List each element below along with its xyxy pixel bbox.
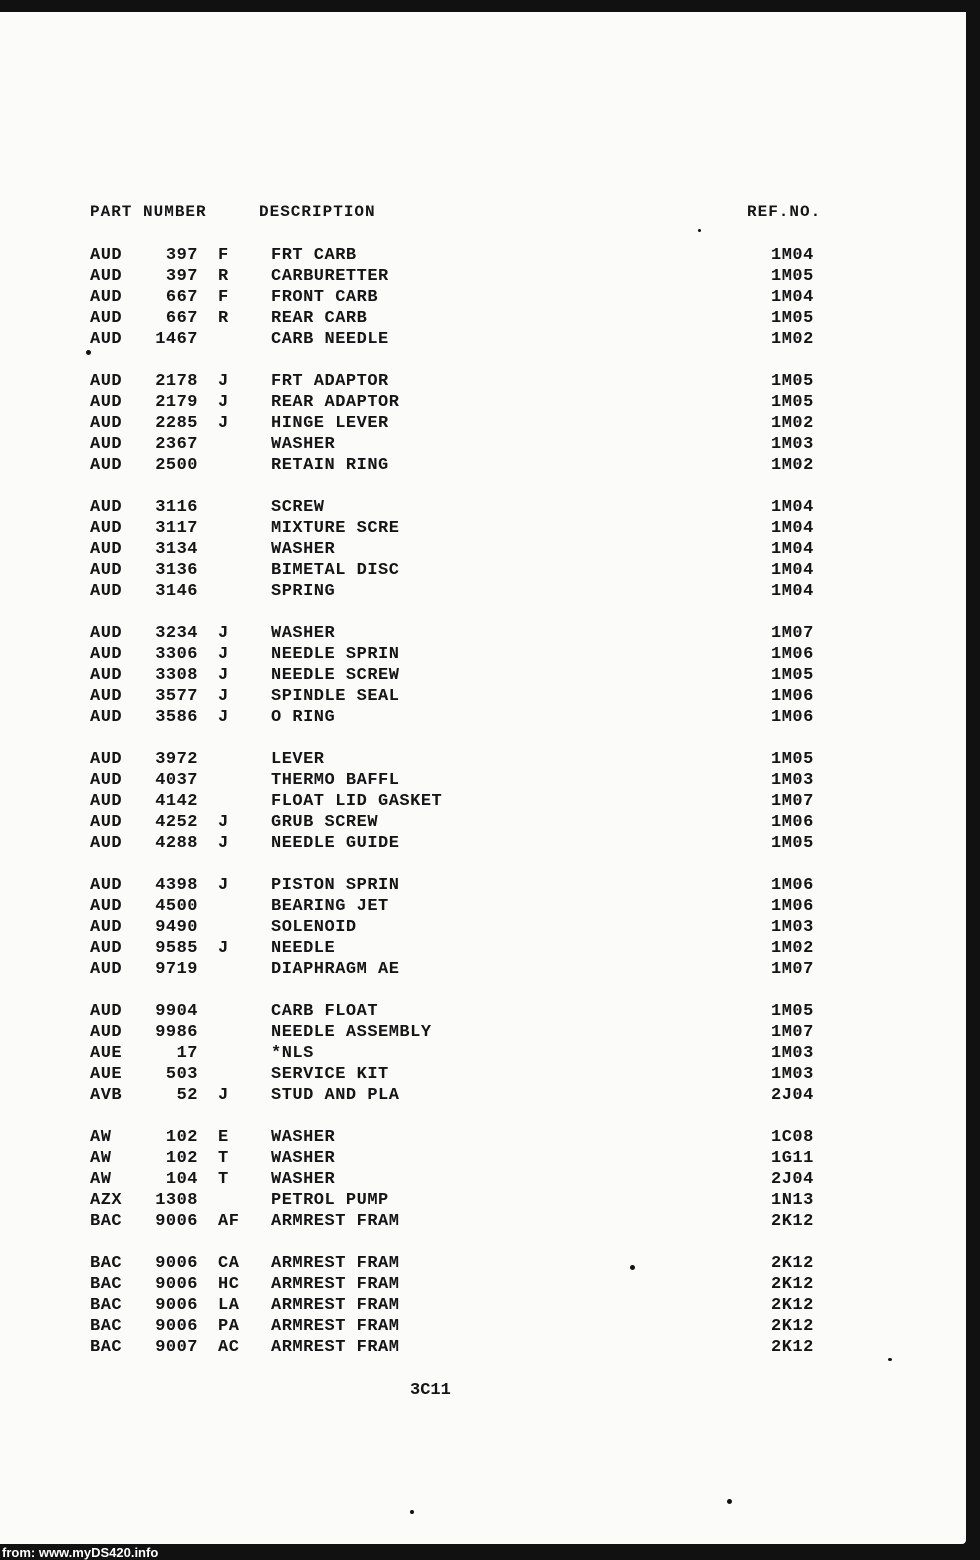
part-number: 3586 (155, 708, 198, 727)
scan-speck (698, 229, 701, 232)
part-row (0, 246, 966, 267)
part-row (0, 1317, 966, 1338)
ref-number: 1M04 (771, 288, 814, 307)
source-footer: from: www.myDS420.info (2, 1545, 159, 1560)
part-row (0, 330, 966, 351)
part-number: 102 (165, 1128, 198, 1147)
part-suffix: J (218, 645, 229, 664)
part-number: 9006 (155, 1254, 198, 1273)
part-row (0, 372, 966, 393)
part-row (0, 1065, 966, 1086)
part-number: 2500 (155, 456, 198, 475)
ref-number: 1M06 (771, 645, 814, 664)
part-row (0, 960, 966, 981)
part-row (0, 645, 966, 666)
ref-number: 1M05 (771, 372, 814, 391)
part-row (0, 1296, 966, 1317)
part-row (0, 561, 966, 582)
part-prefix: AUD (90, 561, 123, 580)
part-prefix: BAC (90, 1254, 123, 1273)
part-prefix: BAC (90, 1212, 123, 1231)
part-description: FRONT CARB (271, 288, 379, 307)
part-number: 9490 (155, 918, 198, 937)
part-row (0, 498, 966, 519)
part-number: 52 (176, 1086, 198, 1105)
part-description: SOLENOID (271, 918, 357, 937)
part-row (0, 288, 966, 309)
part-number: 4398 (155, 876, 198, 895)
part-prefix: AUD (90, 288, 123, 307)
part-prefix: AUD (90, 309, 123, 328)
part-suffix: AF (218, 1212, 240, 1231)
part-prefix: AUD (90, 498, 123, 517)
part-number: 9986 (155, 1023, 198, 1042)
ref-number: 2K12 (771, 1275, 814, 1294)
part-prefix: AUD (90, 666, 123, 685)
part-prefix: AUD (90, 771, 123, 790)
part-number: 9585 (155, 939, 198, 958)
part-prefix: AUD (90, 624, 123, 643)
part-row (0, 267, 966, 288)
part-suffix: J (218, 708, 229, 727)
part-suffix: J (218, 687, 229, 706)
part-row (0, 1044, 966, 1065)
part-row (0, 393, 966, 414)
part-prefix: AUD (90, 393, 123, 412)
part-prefix: AUD (90, 330, 123, 349)
scan-speck (630, 1265, 635, 1270)
part-row (0, 456, 966, 477)
part-description: WASHER (271, 435, 336, 454)
ref-number: 1M03 (771, 918, 814, 937)
part-prefix: AUD (90, 918, 123, 937)
part-description: SPRING (271, 582, 336, 601)
ref-number: 1M03 (771, 1065, 814, 1084)
part-prefix: AUD (90, 267, 123, 286)
ref-number: 1M04 (771, 582, 814, 601)
part-suffix: J (218, 939, 229, 958)
part-description: ARMREST FRAM (271, 1275, 400, 1294)
part-row (0, 1191, 966, 1212)
header-description: DESCRIPTION (259, 203, 376, 221)
part-prefix: AUD (90, 435, 123, 454)
part-suffix: F (218, 246, 229, 265)
ref-number: 1M07 (771, 960, 814, 979)
ref-number: 1M04 (771, 246, 814, 265)
part-number: 9006 (155, 1317, 198, 1336)
part-description: FRT ADAPTOR (271, 372, 389, 391)
ref-number: 1M03 (771, 435, 814, 454)
part-row (0, 687, 966, 708)
part-number: 667 (165, 309, 198, 328)
ref-number: 1M05 (771, 750, 814, 769)
part-number: 2179 (155, 393, 198, 412)
part-suffix: T (218, 1149, 229, 1168)
part-description: O RING (271, 708, 336, 727)
part-description: LEVER (271, 750, 325, 769)
part-description: *NLS (271, 1044, 314, 1063)
part-row (0, 771, 966, 792)
part-row (0, 435, 966, 456)
part-prefix: AUD (90, 792, 123, 811)
ref-number: 1M07 (771, 792, 814, 811)
ref-number: 1M06 (771, 708, 814, 727)
ref-number: 1M05 (771, 267, 814, 286)
scan-speck (86, 350, 91, 355)
part-number: 3146 (155, 582, 198, 601)
part-row (0, 1254, 966, 1275)
part-prefix: AW (90, 1149, 112, 1168)
part-suffix: CA (218, 1254, 240, 1273)
part-row (0, 1338, 966, 1359)
ref-number: 1M05 (771, 834, 814, 853)
part-number: 17 (176, 1044, 198, 1063)
part-prefix: AUD (90, 246, 123, 265)
part-suffix: J (218, 624, 229, 643)
ref-number: 1G11 (771, 1149, 814, 1168)
part-description: REAR CARB (271, 309, 368, 328)
ref-number: 1M06 (771, 876, 814, 895)
part-description: BEARING JET (271, 897, 389, 916)
part-prefix: AUD (90, 1023, 123, 1042)
part-number: 9006 (155, 1296, 198, 1315)
ref-number: 1M02 (771, 456, 814, 475)
part-number: 397 (165, 246, 198, 265)
part-description: THERMO BAFFL (271, 771, 400, 790)
ref-number: 2K12 (771, 1338, 814, 1357)
part-description: RETAIN RING (271, 456, 389, 475)
part-prefix: AUD (90, 834, 123, 853)
part-number: 4252 (155, 813, 198, 832)
part-row (0, 519, 966, 540)
header-ref-no: REF.NO. (747, 203, 822, 221)
part-suffix: R (218, 309, 229, 328)
part-description: SERVICE KIT (271, 1065, 389, 1084)
ref-number: 1M05 (771, 666, 814, 685)
part-description: CARB FLOAT (271, 1002, 379, 1021)
page-number: 3C11 (410, 1381, 451, 1400)
ref-number: 1C08 (771, 1128, 814, 1147)
part-description: BIMETAL DISC (271, 561, 400, 580)
part-suffix: E (218, 1128, 229, 1147)
part-prefix: AUD (90, 939, 123, 958)
ref-number: 1M02 (771, 330, 814, 349)
part-description: SPINDLE SEAL (271, 687, 400, 706)
part-number: 2285 (155, 414, 198, 433)
part-suffix: T (218, 1170, 229, 1189)
part-prefix: AUD (90, 645, 123, 664)
part-number: 4142 (155, 792, 198, 811)
part-prefix: AUD (90, 897, 123, 916)
part-prefix: BAC (90, 1317, 123, 1336)
part-prefix: AUD (90, 1002, 123, 1021)
ref-number: 1M07 (771, 624, 814, 643)
part-description: WASHER (271, 1128, 336, 1147)
part-description: MIXTURE SCRE (271, 519, 400, 538)
part-prefix: AW (90, 1128, 112, 1147)
part-number: 9006 (155, 1212, 198, 1231)
part-description: PISTON SPRIN (271, 876, 400, 895)
part-prefix: AUD (90, 414, 123, 433)
part-suffix: J (218, 393, 229, 412)
part-description: WASHER (271, 1149, 336, 1168)
part-row (0, 1086, 966, 1107)
part-suffix: J (218, 414, 229, 433)
part-number: 503 (165, 1065, 198, 1084)
part-row (0, 666, 966, 687)
part-prefix: AVB (90, 1086, 123, 1105)
ref-number: 1M06 (771, 897, 814, 916)
part-number: 2178 (155, 372, 198, 391)
part-prefix: AW (90, 1170, 112, 1189)
part-prefix: AUD (90, 813, 123, 832)
part-prefix: AUD (90, 540, 123, 559)
part-row (0, 876, 966, 897)
part-number: 4288 (155, 834, 198, 853)
part-number: 9904 (155, 1002, 198, 1021)
ref-number: 1M05 (771, 1002, 814, 1021)
part-description: STUD AND PLA (271, 1086, 400, 1105)
part-number: 397 (165, 267, 198, 286)
part-suffix: J (218, 1086, 229, 1105)
part-suffix: J (218, 876, 229, 895)
part-prefix: AUD (90, 687, 123, 706)
part-prefix: AUE (90, 1065, 123, 1084)
part-row (0, 750, 966, 771)
part-number: 1467 (155, 330, 198, 349)
part-suffix: AC (218, 1338, 240, 1357)
ref-number: 1M07 (771, 1023, 814, 1042)
part-description: CARB NEEDLE (271, 330, 389, 349)
part-prefix: AUD (90, 582, 123, 601)
ref-number: 1M04 (771, 540, 814, 559)
part-suffix: F (218, 288, 229, 307)
part-description: ARMREST FRAM (271, 1317, 400, 1336)
part-prefix: AUD (90, 372, 123, 391)
part-description: HINGE LEVER (271, 414, 389, 433)
part-suffix: LA (218, 1296, 240, 1315)
ref-number: 1M03 (771, 771, 814, 790)
part-number: 1308 (155, 1191, 198, 1210)
part-row (0, 1128, 966, 1149)
part-suffix: J (218, 372, 229, 391)
scan-speck (727, 1499, 732, 1504)
part-prefix: AUE (90, 1044, 123, 1063)
part-row (0, 897, 966, 918)
part-number: 102 (165, 1149, 198, 1168)
part-number: 3308 (155, 666, 198, 685)
part-suffix: PA (218, 1317, 240, 1336)
part-row (0, 1149, 966, 1170)
part-description: CARBURETTER (271, 267, 389, 286)
ref-number: 2J04 (771, 1086, 814, 1105)
part-number: 3306 (155, 645, 198, 664)
part-description: FLOAT LID GASKET (271, 792, 443, 811)
part-row (0, 939, 966, 960)
part-row (0, 1023, 966, 1044)
part-prefix: BAC (90, 1338, 123, 1357)
part-description: PETROL PUMP (271, 1191, 389, 1210)
part-number: 4037 (155, 771, 198, 790)
ref-number: 1M06 (771, 687, 814, 706)
part-description: WASHER (271, 624, 336, 643)
part-prefix: AUD (90, 750, 123, 769)
part-suffix: J (218, 666, 229, 685)
part-number: 3136 (155, 561, 198, 580)
part-description: WASHER (271, 1170, 336, 1189)
ref-number: 1M04 (771, 498, 814, 517)
part-prefix: AZX (90, 1191, 123, 1210)
header-part-number: PART NUMBER (90, 203, 207, 221)
part-suffix: R (218, 267, 229, 286)
part-number: 3117 (155, 519, 198, 538)
part-row (0, 1275, 966, 1296)
part-description: NEEDLE SCREW (271, 666, 400, 685)
part-description: SCREW (271, 498, 325, 517)
part-prefix: BAC (90, 1296, 123, 1315)
part-row (0, 792, 966, 813)
part-prefix: AUD (90, 456, 123, 475)
part-row (0, 1170, 966, 1191)
part-description: NEEDLE SPRIN (271, 645, 400, 664)
part-number: 9006 (155, 1275, 198, 1294)
part-suffix: J (218, 834, 229, 853)
scan-speck (410, 1510, 414, 1514)
part-description: ARMREST FRAM (271, 1254, 400, 1273)
part-description: NEEDLE (271, 939, 336, 958)
scan-speck (888, 1358, 892, 1361)
part-row (0, 918, 966, 939)
ref-number: 2K12 (771, 1254, 814, 1273)
part-prefix: AUD (90, 708, 123, 727)
part-number: 2367 (155, 435, 198, 454)
part-number: 9719 (155, 960, 198, 979)
part-description: WASHER (271, 540, 336, 559)
part-number: 667 (165, 288, 198, 307)
part-row (0, 813, 966, 834)
part-row (0, 540, 966, 561)
part-row (0, 582, 966, 603)
part-number: 104 (165, 1170, 198, 1189)
part-number: 3116 (155, 498, 198, 517)
part-prefix: AUD (90, 876, 123, 895)
ref-number: 1M06 (771, 813, 814, 832)
part-row (0, 1002, 966, 1023)
part-description: DIAPHRAGM AE (271, 960, 400, 979)
part-number: 3577 (155, 687, 198, 706)
part-suffix: J (218, 813, 229, 832)
ref-number: 1M04 (771, 561, 814, 580)
part-description: NEEDLE GUIDE (271, 834, 400, 853)
part-number: 3234 (155, 624, 198, 643)
part-description: ARMREST FRAM (271, 1212, 400, 1231)
ref-number: 1M02 (771, 414, 814, 433)
part-description: NEEDLE ASSEMBLY (271, 1023, 432, 1042)
ref-number: 2K12 (771, 1296, 814, 1315)
part-row (0, 708, 966, 729)
part-number: 4500 (155, 897, 198, 916)
part-row (0, 834, 966, 855)
ref-number: 1N13 (771, 1191, 814, 1210)
ref-number: 1M02 (771, 939, 814, 958)
part-prefix: BAC (90, 1275, 123, 1294)
ref-number: 1M03 (771, 1044, 814, 1063)
part-number: 9007 (155, 1338, 198, 1357)
ref-number: 2J04 (771, 1170, 814, 1189)
ref-number: 1M05 (771, 393, 814, 412)
ref-number: 2K12 (771, 1212, 814, 1231)
part-prefix: AUD (90, 519, 123, 538)
part-description: GRUB SCREW (271, 813, 379, 832)
ref-number: 1M04 (771, 519, 814, 538)
part-description: ARMREST FRAM (271, 1296, 400, 1315)
part-prefix: AUD (90, 960, 123, 979)
part-row (0, 624, 966, 645)
part-description: FRT CARB (271, 246, 357, 265)
part-row (0, 1212, 966, 1233)
part-number: 3972 (155, 750, 198, 769)
part-description: REAR ADAPTOR (271, 393, 400, 412)
part-suffix: HC (218, 1275, 240, 1294)
ref-number: 2K12 (771, 1317, 814, 1336)
part-description: ARMREST FRAM (271, 1338, 400, 1357)
part-row (0, 414, 966, 435)
ref-number: 1M05 (771, 309, 814, 328)
part-number: 3134 (155, 540, 198, 559)
part-row (0, 309, 966, 330)
